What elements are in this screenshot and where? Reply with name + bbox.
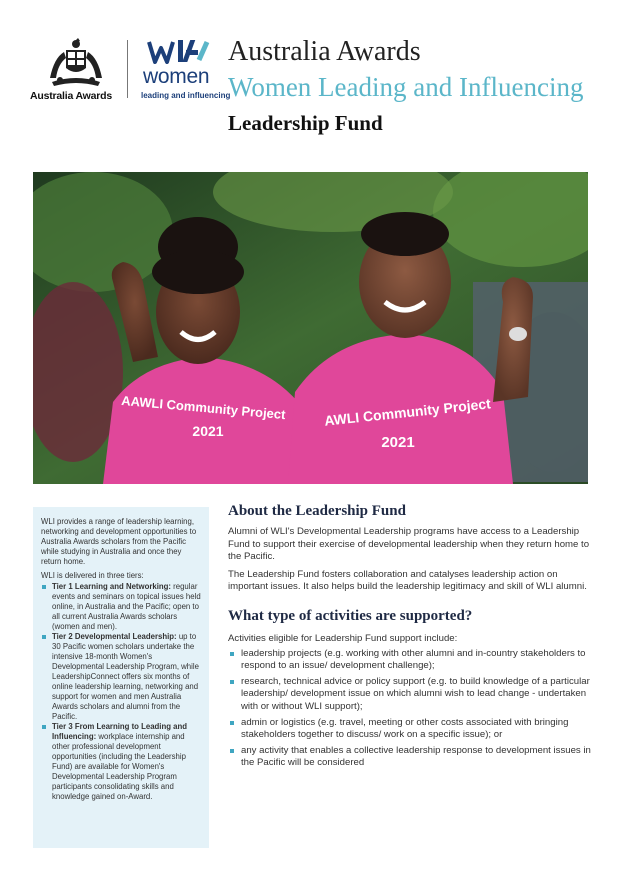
about-paragraph: Alumni of WLI's Developmental Leadership programs have access to a Leadership Fund to support their exercise of developmental leadership when they return home to the Pacific. bbox=[228, 526, 590, 563]
tier-text: up to 30 Pacific women scholars undertake the intensive 18-month Women's Developmental Leadership Program, while LeadershipConnect offers six months of online leadership learning, networking and support for women and men Australia Awards scholars and alumni from the Pacific. bbox=[52, 632, 199, 721]
coat-of-arms-icon bbox=[46, 38, 106, 88]
shirt-text-left: AAWLI Community Project bbox=[120, 392, 287, 423]
shirt-year-right: 2021 bbox=[381, 434, 415, 451]
list-item: admin or logistics (e.g. travel, meeting or other costs associated with bringing stakeholders together to discuss/ work on a specific issue); or bbox=[228, 717, 592, 742]
shirt-year-left: 2021 bbox=[192, 423, 224, 439]
list-item: any activity that enables a collective leadership response to development issues in the Pacific will be considered bbox=[228, 745, 592, 770]
activities-heading: What type of activities are supported? bbox=[228, 607, 473, 624]
shirt-text-right: AWLI Community Project bbox=[323, 395, 492, 429]
logo-divider bbox=[127, 40, 128, 98]
australia-awards-logo bbox=[30, 38, 122, 102]
about-paragraph: The Leadership Fund fosters collaboration and catalyses leadership action on important issues. It also helps build the leadership legitimacy and skill of WLI alumni. bbox=[228, 568, 587, 593]
tier-item bbox=[41, 582, 201, 632]
tier-list bbox=[41, 582, 201, 802]
tier-item bbox=[41, 722, 201, 802]
tier-title: Tier 2 Developmental Leadership: bbox=[52, 632, 177, 641]
page-title: Australia Awards bbox=[228, 36, 421, 67]
activities-list bbox=[228, 648, 592, 770]
wli-logo bbox=[139, 38, 231, 102]
activities-intro: Activities eligible for Leadership Fund support include: bbox=[228, 632, 458, 644]
sidebar-tiers-intro: WLI is delivered in three tiers: bbox=[41, 571, 144, 580]
tier-item bbox=[41, 632, 201, 722]
list-item: leadership projects (e.g. working with other alumni and in-country stakeholders to respond to an issue/ development challenge); bbox=[228, 648, 592, 673]
about-heading: About the Leadership Fund bbox=[228, 503, 406, 519]
tier-text: regular events and seminars on topical issues held online, in Australia and the Pacific; open to all current Australia Awards scholars (women and men). bbox=[52, 582, 201, 631]
page-heading: Leadership Fund bbox=[228, 111, 383, 135]
sidebar-intro: WLI provides a range of leadership learning, networking and development opportunities to Australia Awards scholars from the Pacific while studying in Australia and once they return home. bbox=[41, 517, 197, 566]
wli-mark-icon bbox=[147, 38, 211, 64]
wli-logo-tagline: leading and influencing bbox=[141, 91, 231, 100]
wli-info-sidebar bbox=[33, 507, 209, 848]
wli-logo-word: women bbox=[143, 65, 210, 88]
hero-photo bbox=[33, 172, 588, 484]
tier-text: workplace internship and other professional development opportunities (including the Leadership Fund) are available for Women's Developmental Leadership Program participants consolidating skills and knowledge gained on-Award. bbox=[52, 732, 186, 801]
tier-title: Tier 1 Learning and Networking: bbox=[52, 582, 171, 591]
tier-title: Tier 3 From Learning to Leading and Influencing: bbox=[52, 722, 188, 741]
page-subtitle: Women Leading and Influencing bbox=[228, 72, 584, 102]
main-content bbox=[228, 503, 592, 773]
list-item: research, technical advice or policy support (e.g. to build knowledge of a particular leadership/ development issue on which alumni wish to lead change - undertaken with or without WLI support); bbox=[228, 676, 592, 714]
australia-awards-logo-text: Australia Awards bbox=[30, 90, 112, 102]
